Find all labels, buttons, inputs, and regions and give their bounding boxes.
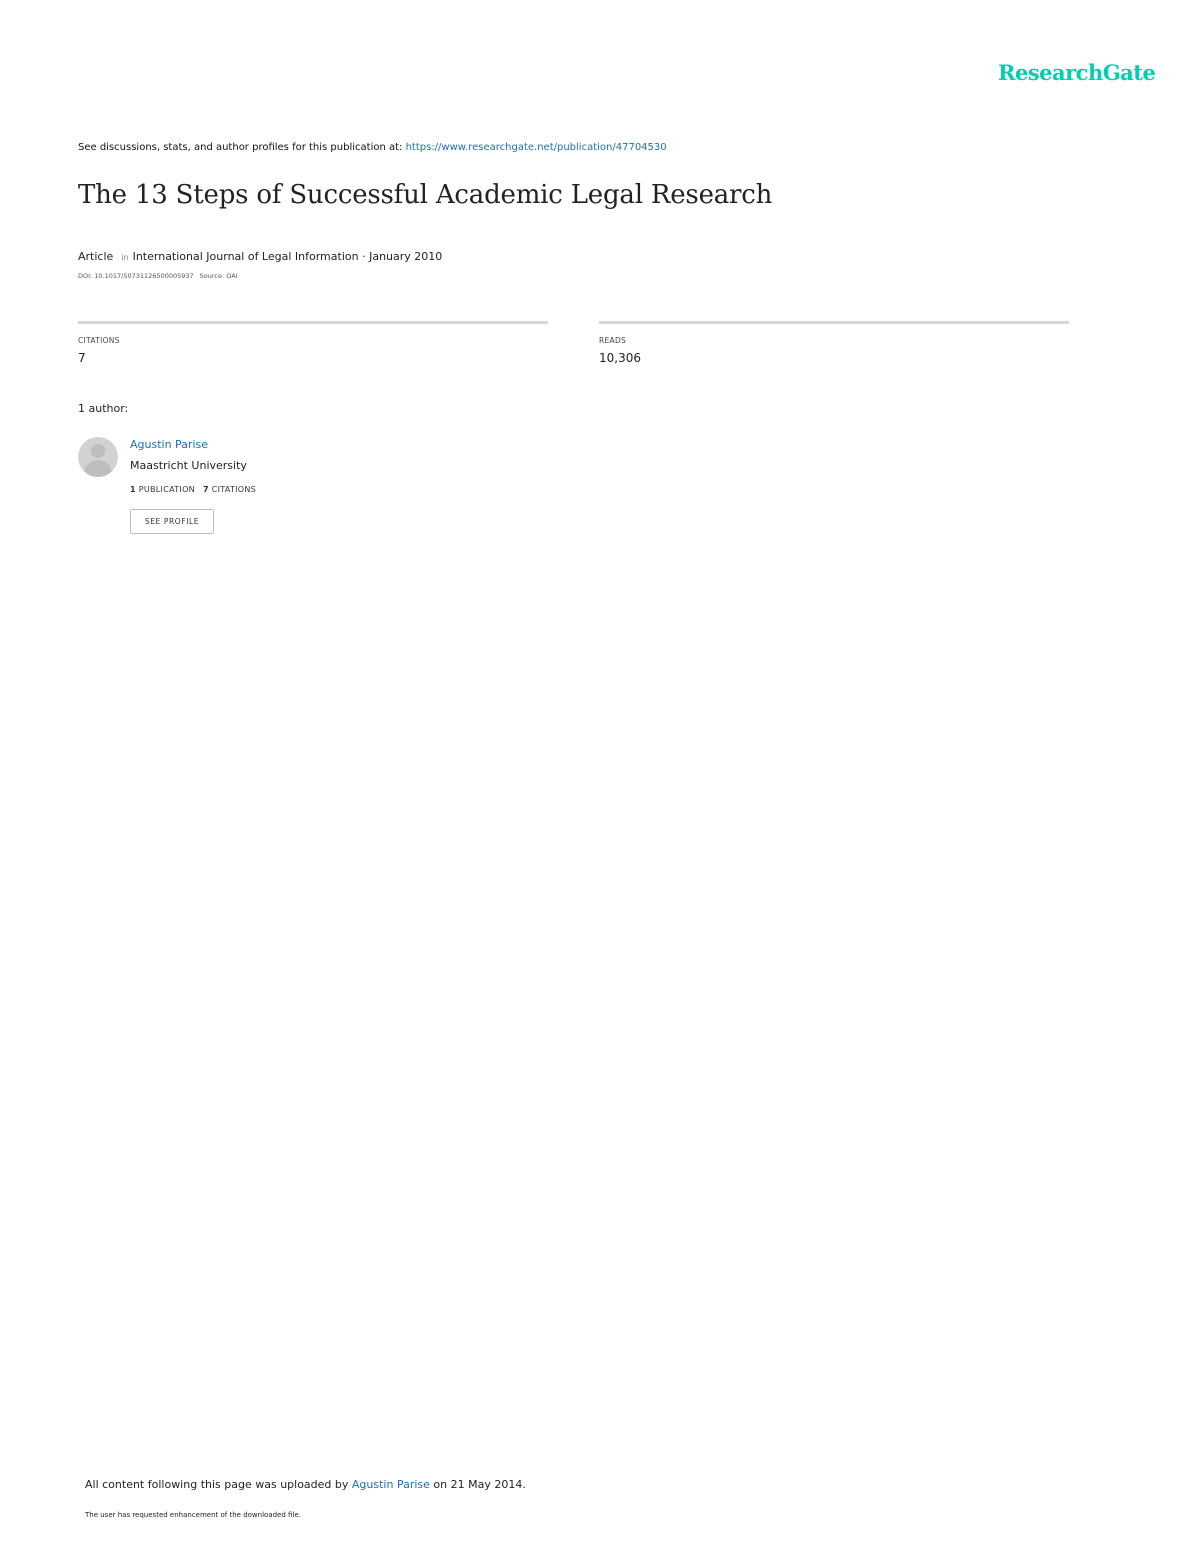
- researchgate-logo[interactable]: ResearchGate: [998, 60, 1156, 85]
- doi-line: [78, 272, 238, 280]
- avatar-body-icon: [84, 460, 112, 477]
- venue-date: International Journal of Legal Information · January 2010: [132, 250, 443, 263]
- avatar-head-icon: [91, 444, 105, 458]
- upload-author-link[interactable]: Agustin Parise: [351, 1478, 430, 1491]
- reads-label: READS: [599, 336, 627, 345]
- publication-info-line: [78, 142, 667, 153]
- publication-info-prefix: See discussions, stats, and author profiles for this publication at:: [78, 142, 406, 153]
- upload-suffix: on 21 May 2014.: [429, 1478, 526, 1491]
- citations-divider: [78, 321, 548, 324]
- citations-value: 7: [78, 351, 86, 365]
- doi: DOI: 10.1017/S0731126500005937: [78, 272, 194, 280]
- author-citations-label: CITATIONS: [211, 485, 257, 494]
- author-publications-label: PUBLICATION: [138, 485, 195, 494]
- authors-heading: 1 author:: [78, 402, 129, 415]
- author-publications-count: 1: [130, 485, 136, 494]
- author-citations-count: 7: [202, 485, 209, 494]
- enhancement-note: The user has requested enhancement of the downloaded file.: [85, 1511, 301, 1519]
- publication-link[interactable]: https://www.researchgate.net/publication/47704530: [405, 142, 667, 153]
- reads-divider: [599, 321, 1069, 324]
- author-affiliation: Maastricht University: [130, 459, 247, 472]
- publication-meta: [78, 250, 442, 263]
- author-name-link[interactable]: Agustin Parise: [130, 438, 209, 451]
- upload-prefix: All content following this page was uploaded by: [85, 1478, 352, 1491]
- page-title: The 13 Steps of Successful Academic Legal Research: [78, 180, 773, 210]
- upload-notice: [85, 1478, 526, 1491]
- citations-label: CITATIONS: [78, 336, 120, 345]
- reads-value: 10,306: [599, 351, 641, 365]
- avatar[interactable]: [78, 437, 118, 477]
- see-profile-button[interactable]: SEE PROFILE: [130, 509, 214, 534]
- in-label: in: [121, 253, 129, 262]
- author-stats: [130, 485, 256, 494]
- article-type: Article: [78, 250, 114, 263]
- source: Source: OAI: [199, 272, 238, 280]
